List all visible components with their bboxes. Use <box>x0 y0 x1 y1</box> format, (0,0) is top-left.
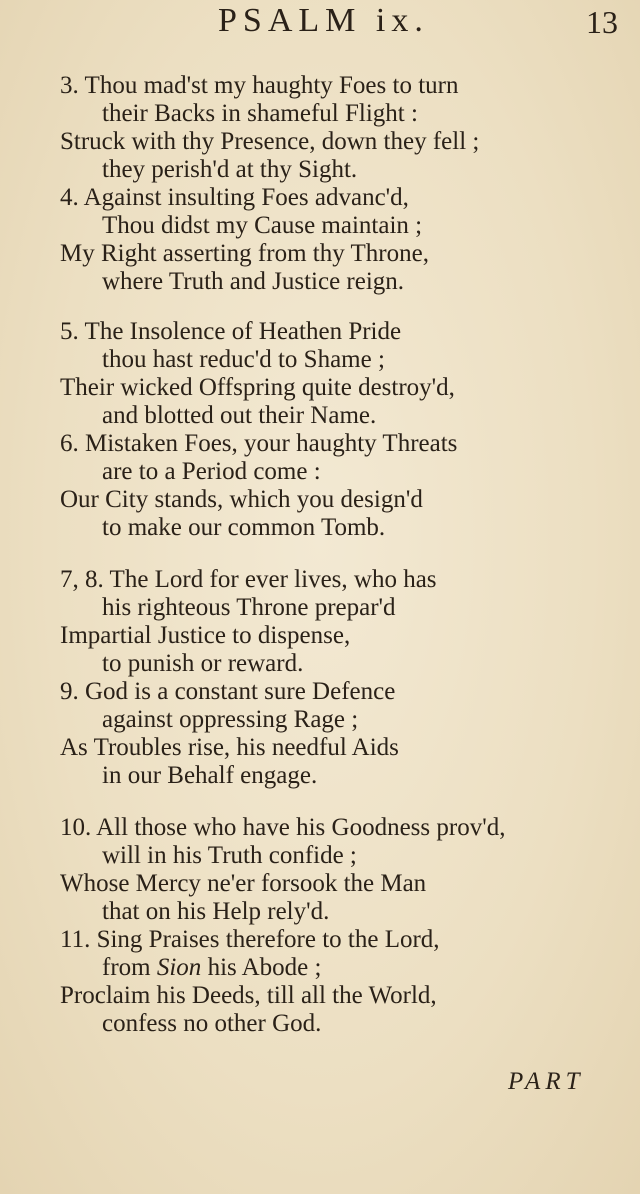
verse-line: to punish or reward. <box>102 650 304 677</box>
verse-line: 7, 8. The Lord for ever lives, who has <box>60 566 437 593</box>
verse-line: 3. Thou mad'st my haughty Foes to turn <box>60 72 459 99</box>
verse-line: thou hast reduc'd to Shame ; <box>102 346 385 373</box>
verse-line: against oppressing Rage ; <box>102 706 359 733</box>
verse-line: 10. All those who have his Goodness prov'd, <box>60 814 506 841</box>
catchword: PART <box>508 1068 585 1095</box>
verse-line: and blotted out their Name. <box>102 402 377 429</box>
verse-line: to make our common Tomb. <box>102 514 386 541</box>
verse-line: they perish'd at thy Sight. <box>102 156 358 183</box>
verse-line: 4. Against insulting Foes advanc'd, <box>60 184 409 211</box>
verse-line: Whose Mercy ne'er forsook the Man <box>60 870 427 897</box>
verse-line: are to a Period come : <box>102 458 321 485</box>
verse-line-end: his Abode ; <box>201 954 322 981</box>
verse-line: confess no other God. <box>102 1010 322 1037</box>
verse-line: Impartial Justice to dispense, <box>60 622 351 649</box>
italic-place-name: Sion <box>156 954 202 981</box>
verse-line: Proclaim his Deeds, till all the World, <box>60 982 437 1009</box>
verse-line: 11. Sing Praises therefore to the Lord, <box>60 926 440 953</box>
verse-line: that on his Help rely'd. <box>102 898 330 925</box>
verse-line: 6. Mistaken Foes, your haughty Threats <box>60 430 458 457</box>
verse-line: Our City stands, which you design'd <box>60 486 423 513</box>
verse-line: will in his Truth confide ; <box>102 842 357 869</box>
verse-line: Their wicked Offspring quite destroy'd, <box>60 374 455 401</box>
verse-line: in our Behalf engage. <box>102 762 318 789</box>
verse-line: 9. God is a constant sure Defence <box>60 678 396 705</box>
verse-line: their Backs in shameful Flight : <box>102 100 418 127</box>
page-number: 13 <box>586 4 618 40</box>
verse-line <box>102 954 321 982</box>
verse-line: As Troubles rise, his needful Aids <box>60 734 399 761</box>
page-header <box>0 2 640 46</box>
verse-line: 5. The Insolence of Heathen Pride <box>60 318 402 345</box>
verse-line: Thou didst my Cause maintain ; <box>102 212 423 239</box>
verse-line: Struck with thy Presence, down they fell ; <box>60 128 480 155</box>
verse-line: My Right asserting from thy Throne, <box>60 240 429 267</box>
verse-line: where Truth and Justice reign. <box>102 268 405 295</box>
running-head: PSALM ix. <box>218 2 429 39</box>
verse-line-start: from <box>102 954 157 981</box>
verse-line: his righteous Throne prepar'd <box>102 594 396 621</box>
